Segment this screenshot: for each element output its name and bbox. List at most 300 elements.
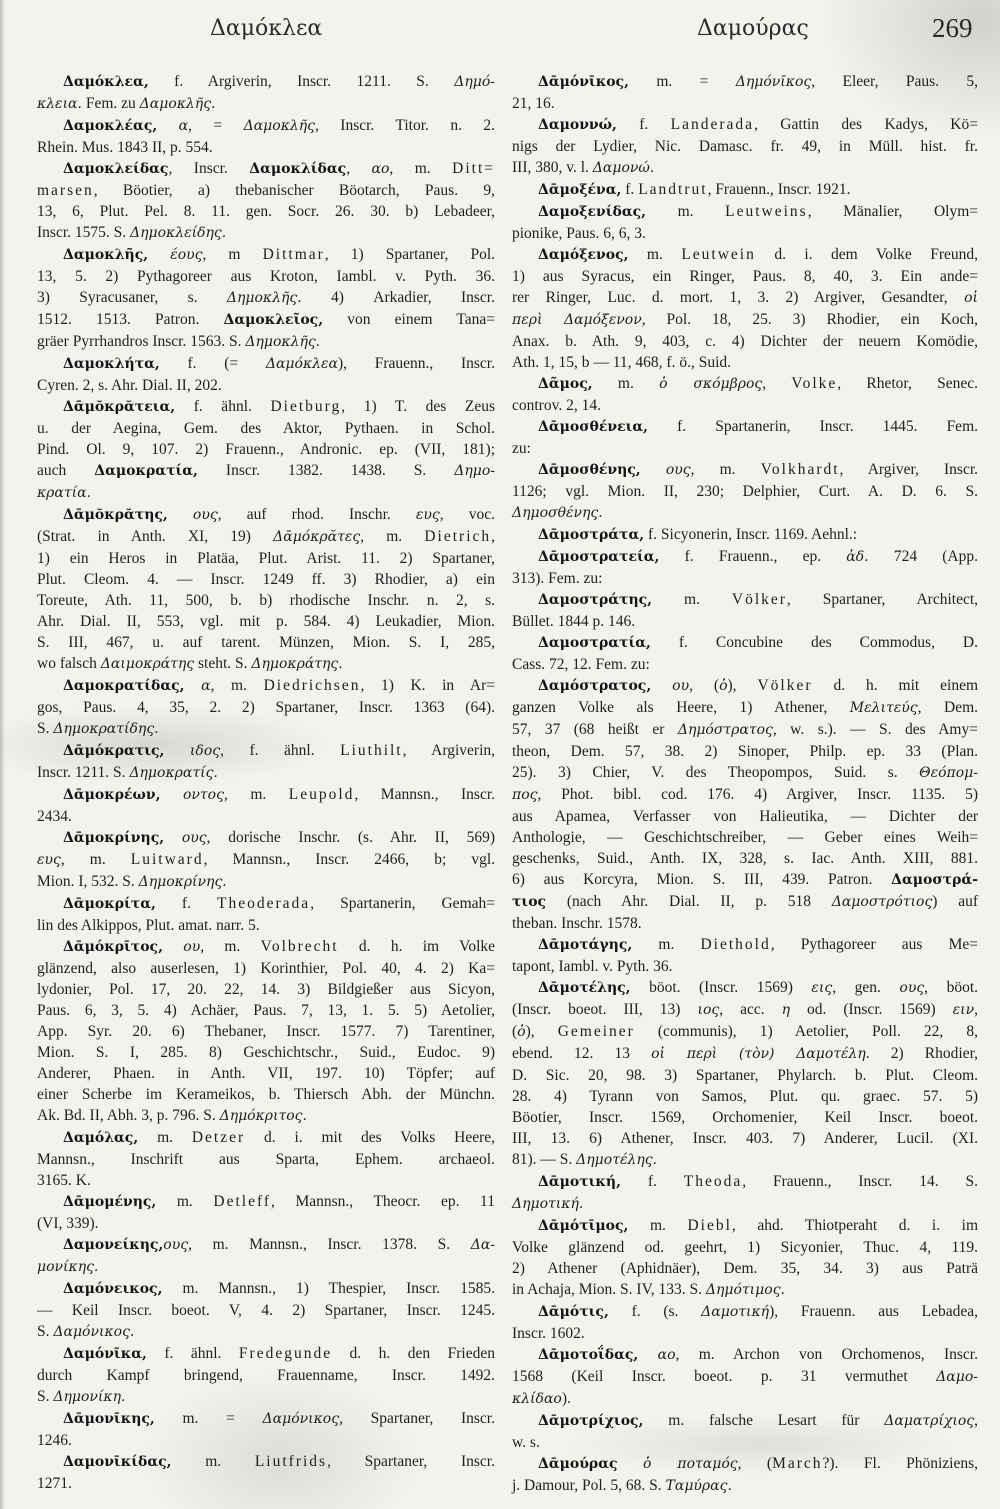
entry-line	[512, 309, 978, 331]
entry-text: App. Syr. 20. 6) Thebaner, Inscr. 1577. 7) Tarentiner,	[37, 1023, 495, 1040]
entry-line	[512, 913, 978, 934]
entry-line	[37, 137, 495, 158]
entry-text: S.	[37, 1323, 54, 1340]
entry-text: d. h. mit einem	[812, 677, 979, 694]
dictionary-entry	[37, 504, 495, 675]
entry-line	[37, 1386, 495, 1408]
entry-text	[185, 677, 202, 694]
entry-text: D. Sic. 20, 98. 3) Spartaner, Phylarch. b. Plut. Cleom.	[512, 1067, 978, 1084]
entry-line	[37, 1234, 495, 1256]
dictionary-entry	[37, 396, 495, 504]
name-equivalent: Landtrut	[638, 181, 708, 198]
entry-text: f. ähnl.	[175, 398, 271, 415]
entry-text: 1568 (Keil Inscr. boeot. p. 31 vermuthet	[512, 1368, 937, 1385]
entry-line	[37, 1170, 495, 1191]
dictionary-entry	[37, 71, 495, 115]
entry-line	[512, 416, 978, 438]
headword: Δᾱμοστρατεία,	[538, 549, 660, 565]
entry-text: auch	[37, 462, 95, 479]
entry-text: , Frauenn., Inscr. 1921.	[707, 181, 851, 198]
entry-text: , dorische Inschr. (s. Ahr. II, 569)	[206, 829, 495, 846]
entry-text: 21, 16.	[512, 95, 555, 112]
entry-line	[512, 1065, 978, 1086]
headword: Δᾱμοκρίτα,	[63, 896, 156, 912]
entry-text: III, 13. 6) Athener, Inscr. 403. 7) Anderer, Lucil. (XI.	[512, 1130, 978, 1147]
entry-text: d. i. dem Volke Freund,	[755, 246, 978, 263]
entry-line	[512, 999, 978, 1021]
greek-term: ους	[163, 1237, 189, 1253]
dictionary-entry	[512, 179, 978, 201]
greek-term: Μελιτεύς	[849, 700, 918, 716]
headword: Δᾱμοσθένης,	[538, 462, 641, 478]
entry-line	[37, 958, 495, 979]
entry-line	[37, 266, 495, 287]
entry-line	[512, 502, 978, 524]
greek-term: Δημοκρίνης.	[138, 874, 227, 890]
entry-line	[37, 331, 495, 353]
greek-term: ὁ ποταμός	[642, 1456, 738, 1472]
entry-text: tapont, Iambl. v. Pyth. 36.	[512, 958, 673, 975]
dictionary-entry	[37, 244, 495, 353]
greek-term: έους	[170, 247, 203, 263]
headword: Δᾶμος,	[538, 376, 593, 392]
headword: Δᾱμοκρίνης,	[63, 830, 165, 846]
entry-line	[37, 697, 495, 718]
entry-text: glänzend, also auserlesen, 1) Korinthier, Pol. 40, 4. 2) Ka=	[37, 960, 495, 977]
entry-text: , m. Mannsn., Inscr. 1378. S.	[188, 1236, 471, 1253]
greek-term: Δημονίκη.	[53, 1389, 126, 1405]
greek-term: Δαμόνικος.	[53, 1324, 135, 1340]
entry-text: d. h. den Frieden	[332, 1345, 495, 1362]
greek-term: κλίδαο	[512, 1391, 562, 1407]
greek-term: Δαμόνικος	[262, 1411, 340, 1427]
entry-text: 6) aus Korcyra, Mion. S. III, 439. Patron.	[512, 871, 892, 888]
name-equivalent: Gemeiner	[557, 1023, 635, 1040]
greek-term: Δημόνῑκος	[735, 74, 812, 90]
dictionary-entry	[37, 1234, 495, 1278]
entry-line	[37, 287, 495, 309]
greek-term: Δημοτέλης.	[576, 1152, 658, 1168]
entry-text: S.	[37, 720, 54, 737]
dictionary-entry	[512, 1215, 978, 1301]
dictionary-entry	[512, 934, 978, 977]
entry-line	[512, 1475, 978, 1497]
entry-text: , Mannsn., Inscr. 2466, b; vgl.	[203, 851, 496, 868]
entry-text: , f. ähnl.	[220, 742, 341, 759]
name-equivalent: Ditt=	[452, 160, 495, 177]
entry-text: lin des Alkippos, Plut. amat. narr. 5.	[37, 917, 260, 934]
greek-term: ους	[192, 507, 218, 523]
entry-line	[512, 869, 978, 891]
entry-text: , m.	[690, 461, 761, 478]
name-equivalent: Volke	[791, 375, 838, 392]
greek-term: Δαμοκλῆς.	[139, 96, 216, 112]
entry-line	[512, 481, 978, 502]
name-equivalent: Leutwein	[681, 246, 756, 263]
entry-text: ,	[974, 1412, 978, 1429]
entry-line	[37, 1408, 495, 1430]
entry-text: Ath. 1, 15, b — 11, 468, f. ö., Suid.	[512, 354, 732, 371]
entry-text	[651, 677, 672, 694]
entry-text: ),	[727, 677, 758, 694]
entry-line	[512, 1149, 978, 1171]
headword: Δαμοστρατία,	[538, 635, 651, 651]
dictionary-entry	[37, 740, 495, 784]
entry-line	[512, 1193, 978, 1215]
entry-line	[37, 1105, 495, 1127]
entry-line	[512, 459, 978, 481]
entry-text: ).	[561, 1390, 571, 1407]
headword: Δᾱμομένης,	[63, 1194, 157, 1210]
headword: Δαμοστράτης,	[538, 592, 653, 608]
headword: Δᾱμŏκρᾰτης,	[63, 507, 168, 523]
entry-line	[37, 548, 495, 569]
entry-text: m. =	[154, 1410, 263, 1427]
entry-text: 25). 3) Chier, V. des Theopompos, Suid. s.	[512, 764, 920, 781]
greek-term: ιδος	[189, 743, 221, 759]
name-equivalent: Liutfrids	[254, 1453, 328, 1470]
entry-line	[37, 979, 495, 1000]
headword: Δαμοκλείδας	[63, 161, 169, 177]
dictionary-entry	[512, 524, 978, 546]
greek-term: Δημόκριτος.	[219, 1108, 307, 1124]
entry-line	[512, 1388, 978, 1410]
greek-term: Δημοκρατίδης.	[53, 721, 159, 737]
entry-text: m. =	[628, 73, 736, 90]
greek-term: Δαματρίχιος	[884, 1413, 975, 1429]
entry-line	[37, 784, 495, 806]
entry-line	[512, 1344, 978, 1366]
greek-term: Δαμο-	[936, 1369, 978, 1385]
entry-text	[148, 246, 170, 263]
entry-line	[37, 1213, 495, 1234]
entry-text: 3165. K.	[37, 1172, 91, 1189]
greek-term: Δᾱμόκρᾰτες	[273, 529, 361, 545]
entry-text	[618, 1455, 643, 1472]
entry-text: gräer Pyrrhandros Inscr. 1563. S.	[37, 333, 246, 350]
entry-text: , ahd. Thiotperaht d. i. im	[731, 1217, 978, 1234]
entry-text: u. der Aegina, Gem. des Aktor, Pythaen. in Schol.	[37, 420, 495, 437]
entry-line	[512, 568, 978, 589]
greek-term: ους	[899, 980, 925, 996]
entry-text: Toreute, Ath. 11, 500, b. b) rhodische Inschr. n. 2, s.	[37, 592, 495, 609]
entry-line	[37, 849, 495, 871]
entry-text: lydonier, Pol. 17, 20. 22, 14. 3) Bildgießer aus Sicyon,	[37, 981, 495, 998]
entry-text: , m.	[389, 160, 453, 177]
entry-text: , Rhetor, Senec.	[837, 375, 978, 392]
entry-text: , w. s.). — S. des Amy=	[772, 721, 978, 738]
headword: Δᾱμοτοΐδας,	[538, 1347, 639, 1363]
entry-line	[37, 718, 495, 740]
entry-text: , Mänalier, Olym=	[807, 203, 979, 220]
left-column	[37, 71, 495, 1494]
entry-line	[512, 1323, 978, 1344]
entry-text: (VI, 339).	[37, 1215, 99, 1232]
name-equivalent: Diebl	[687, 1217, 732, 1234]
entry-text: ,	[974, 1001, 979, 1018]
entry-text: , gen.	[832, 979, 900, 996]
headword: Δᾱμόκρατις,	[63, 743, 165, 759]
dictionary-entry	[512, 114, 978, 179]
entry-line	[37, 526, 495, 548]
headword: Δᾱμοτική,	[538, 1174, 621, 1190]
entry-text: ebend. 12. 13	[512, 1045, 652, 1062]
entry-text: S.	[37, 1388, 54, 1405]
entry-text: 1) ein Heros in Platäa, Plut. Arist. 11. 2) Spartaner,	[37, 550, 495, 567]
entry-line	[37, 158, 495, 180]
entry-line	[512, 891, 978, 913]
headword: Δᾱμοκρέων,	[63, 787, 161, 803]
entry-text: , Eleer, Paus. 5,	[811, 73, 978, 90]
entry-line	[37, 893, 495, 915]
headword: Δᾱμόνῑκος,	[538, 74, 629, 90]
entry-text: 13, 6, Plut. Pel. 8. 11. gen. Socr. 26. 30. b) Lebadeer,	[37, 203, 495, 220]
name-equivalent: Völker	[757, 677, 813, 694]
entry-text: 2) Athener (Aphidnäer), Dem. 35, 34. 3) aus Paträ	[512, 1260, 978, 1277]
entry-text: f. Frauenn., ep.	[659, 548, 847, 565]
entry-line	[37, 1343, 495, 1365]
entry-text: f.	[621, 181, 639, 198]
dictionary-entry	[512, 1301, 978, 1344]
entry-text: geschenks, Suid., Anth. IX, 328, s. Iac. Anth. XIII, 881.	[512, 850, 978, 867]
entry-text: , Böotier, a) thebanischer Böotarch, Paus. 9,	[93, 182, 495, 199]
entry-text: ,	[346, 160, 372, 177]
entry-line	[37, 439, 495, 460]
entry-text: ), Frauenn. aus Lebadea,	[769, 1303, 978, 1320]
entry-text: Cass. 72, 12. Fem. zu:	[512, 656, 650, 673]
entry-text: m. falsche Lesart für	[643, 1412, 885, 1429]
entry-text: einer Scherbe im Kerameikos, b. Thiersch Abh. der Münchn.	[37, 1086, 495, 1103]
headword: Δᾱμοστράτα,	[538, 527, 645, 543]
headword: Δαμοκλέας,	[63, 118, 158, 134]
greek-term: κρατία.	[37, 485, 92, 501]
greek-term: αο	[657, 1347, 676, 1363]
entry-line	[512, 1128, 978, 1149]
dictionary-entry	[512, 546, 978, 589]
dictionary-entry	[37, 893, 495, 936]
entry-line	[512, 395, 978, 416]
entry-line	[512, 934, 978, 956]
entry-text: (	[512, 1023, 518, 1040]
name-equivalent: Fredegunde	[238, 1345, 333, 1362]
entry-line	[512, 1043, 978, 1065]
dictionary-entry	[512, 201, 978, 244]
dictionary-entry	[37, 1408, 495, 1451]
entry-text: Inscr. 1575. S.	[37, 224, 130, 241]
name-equivalent: Theoda	[683, 1173, 743, 1190]
entry-text: , Spartaner, Inscr.	[327, 1453, 495, 1470]
dictionary-entry	[37, 675, 495, 740]
entry-line	[37, 460, 495, 482]
entry-text: III, 380, v. l.	[512, 159, 593, 176]
greek-term: οντος	[182, 787, 224, 803]
entry-line	[512, 741, 978, 762]
dictionary-entry	[512, 1344, 978, 1410]
entry-text: in Achaja, Mion. S. IV, 133. S.	[512, 1281, 706, 1298]
entry-text: m.	[646, 203, 726, 220]
entry-line	[512, 179, 978, 201]
name-equivalent: Leupold	[288, 786, 355, 803]
entry-line	[37, 1473, 495, 1494]
entry-text: 57, 37 (68 heißt er	[512, 721, 678, 738]
entry-line	[37, 93, 495, 115]
greek-term: Δημοκρατίς.	[129, 765, 218, 781]
headword: Δᾱμŏκρᾰτεια,	[63, 399, 176, 415]
entry-text: . 2) Rhodier,	[865, 1045, 978, 1062]
entry-text: Paus. 6, 3, 5. 4) Achäer, Paus. 7, 13, 1. 5. 5) Aetolier,	[37, 1002, 495, 1019]
dictionary-entry	[512, 675, 978, 934]
greek-term: Δημοκράτης.	[251, 656, 343, 672]
entry-line	[37, 1084, 495, 1105]
entry-line	[512, 697, 978, 719]
name-equivalent: Luitward	[130, 851, 204, 868]
dictionary-entry	[37, 784, 495, 827]
greek-term: ου	[183, 939, 201, 955]
entry-text: ),	[525, 1023, 558, 1040]
entry-text: 1) aus Syracus, ein Ringer, Paus. 8, 40, 3. Ein ande=	[512, 268, 978, 285]
greek-term: α	[178, 118, 189, 134]
entry-line	[37, 115, 495, 137]
entry-line	[512, 719, 978, 741]
entry-line	[37, 590, 495, 611]
headword: Δαμοννώ,	[538, 117, 617, 133]
entry-text: Volke glänzend od. geehrt, 1) Sicyonier, Thuc. 4, 119.	[512, 1239, 978, 1256]
entry-line	[512, 244, 978, 266]
entry-line	[37, 762, 495, 784]
greek-term: Δαμοτική	[701, 1304, 770, 1320]
headword: Δᾱμοξένα,	[538, 182, 622, 198]
entry-text: f. ähnl.	[146, 1345, 239, 1362]
entry-text: m.	[652, 591, 732, 608]
greek-term: Δημοτική.	[512, 1196, 584, 1212]
greek-term: Δημοκλῆς.	[226, 290, 302, 306]
entry-text: m.	[632, 936, 701, 953]
entry-text: , m	[202, 246, 263, 263]
entry-text: , böot.	[924, 979, 978, 996]
entry-text: f.	[620, 1173, 684, 1190]
dictionary-entry	[37, 1343, 495, 1408]
entry-text: f. Argiverin, Inscr. 1211. S.	[148, 73, 455, 90]
greek-term: μονίκης.	[37, 1259, 99, 1275]
greek-term: πος	[512, 787, 538, 803]
entry-text: , Phot. bibl. cod. 176. 4) Argiver, Inscr. 1135. 5)	[537, 786, 978, 803]
entry-line	[37, 1000, 495, 1021]
greek-term: ἀδ.	[846, 549, 869, 565]
entry-text: pionike, Paus. 6, 6, 3.	[512, 225, 646, 242]
entry-text: w. s.	[512, 1434, 540, 1451]
headword: Δᾱμούρας	[538, 1456, 618, 1472]
entry-text: 3) Syracusaner, s.	[37, 289, 227, 306]
dictionary-entry	[37, 1127, 495, 1191]
name-equivalent: marsen	[37, 182, 94, 199]
entry-line	[512, 1432, 978, 1453]
entry-text: , Pol. 18, 25. 3) Rhodier, ein Koch,	[641, 311, 978, 328]
entry-text: 1126; vgl. Mion. II, 230; Delphier, Curt. A. D. 6. S.	[512, 483, 978, 500]
greek-term: ου	[672, 678, 690, 694]
entry-text	[164, 742, 190, 759]
headword: Δαμόνῑκα,	[63, 1346, 147, 1362]
entry-text: Inscr. 1602.	[512, 1325, 585, 1342]
dictionary-entry	[37, 1451, 495, 1494]
entry-text: , m.	[223, 786, 289, 803]
greek-term: Δημοσθένης.	[512, 505, 603, 521]
greek-term: Δαμονώ.	[592, 160, 655, 176]
dictionary-entry	[37, 1278, 495, 1343]
entry-text: Inscr. 1382. 1438. S.	[197, 462, 455, 479]
greek-term: Δημοκλῆς.	[245, 334, 321, 350]
greek-term: Δαιμοκράτης	[100, 656, 195, 672]
dictionary-entry	[512, 977, 978, 1171]
name-equivalent: Detleff	[213, 1193, 271, 1210]
dictionary-entry	[37, 936, 495, 1127]
dictionary-entry	[512, 1171, 978, 1215]
entry-text: , 1) K. in Ar=	[360, 677, 495, 694]
dictionary-entry	[512, 416, 978, 459]
entry-line	[37, 418, 495, 439]
headword: Δᾱμόκρῑτος,	[63, 939, 163, 955]
entry-text: , Mannsn., Theocr. ep. 11	[271, 1193, 495, 1210]
entry-text: j. Damour, Pol. 5, 68. S.	[512, 1477, 666, 1494]
entry-text: steht. S.	[194, 655, 252, 672]
entry-text	[157, 117, 178, 134]
entry-line	[512, 524, 978, 546]
dictionary-entry	[37, 827, 495, 893]
entry-text: , 1) T. des Zeus	[341, 398, 495, 415]
entry-text: ) auf	[932, 893, 979, 910]
entry-line	[512, 438, 978, 459]
entry-text: Cyren. 2, s. Ahr. Dial. II, 202.	[37, 377, 222, 394]
name-equivalent: Dittmar	[262, 246, 325, 263]
dictionary-entry	[37, 1191, 495, 1234]
entry-line	[512, 654, 978, 675]
name-equivalent: Völker	[731, 591, 787, 608]
entry-text: durch Kampf bringend, Frauenname, Inscr. 1492.	[37, 1367, 495, 1384]
entry-line	[37, 1063, 495, 1084]
entry-text: f.	[155, 895, 218, 912]
headword: Δαμοκλίδας	[249, 161, 347, 177]
entry-text: od. (Inscr. 1569)	[789, 1001, 953, 1018]
entry-line	[37, 1191, 495, 1213]
entry-text: (communis), 1) Aetolier, Poll. 22, 8,	[634, 1023, 978, 1040]
name-equivalent: Dietburg	[270, 398, 342, 415]
dictionary-entry	[512, 459, 978, 524]
entry-text: f.	[616, 116, 671, 133]
entry-line	[512, 1453, 978, 1475]
entry-text: m. Mannsn., 1) Thespier, Inscr. 1585.	[162, 1280, 495, 1297]
entry-text	[163, 938, 183, 955]
entry-line	[512, 1086, 978, 1107]
entry-text: , Argiverin,	[402, 742, 495, 759]
greek-term: εις	[811, 980, 833, 996]
entry-text: 4) Arkadier, Inscr.	[301, 289, 495, 306]
entry-line	[512, 1279, 978, 1301]
entry-text: , (	[737, 1455, 773, 1472]
entry-line	[37, 482, 495, 504]
greek-term: ειν	[952, 1002, 975, 1018]
entry-text: f. Concubine des Commodus, D.	[650, 634, 978, 651]
entry-text: m.	[138, 1129, 192, 1146]
greek-term: οἱ περὶ (τὸν) Δαμοτέλη	[651, 1046, 866, 1062]
headword: Δᾱμοσθένεια,	[538, 419, 649, 435]
entry-line	[512, 848, 978, 869]
entry-line	[37, 1042, 495, 1063]
entry-line	[512, 157, 978, 179]
entry-line	[512, 1237, 978, 1258]
headword: Δᾱμονῑκης,	[63, 1411, 155, 1427]
entry-text: 1246.	[37, 1432, 72, 1449]
entry-text	[638, 1346, 657, 1363]
name-equivalent: Landerada	[670, 116, 755, 133]
